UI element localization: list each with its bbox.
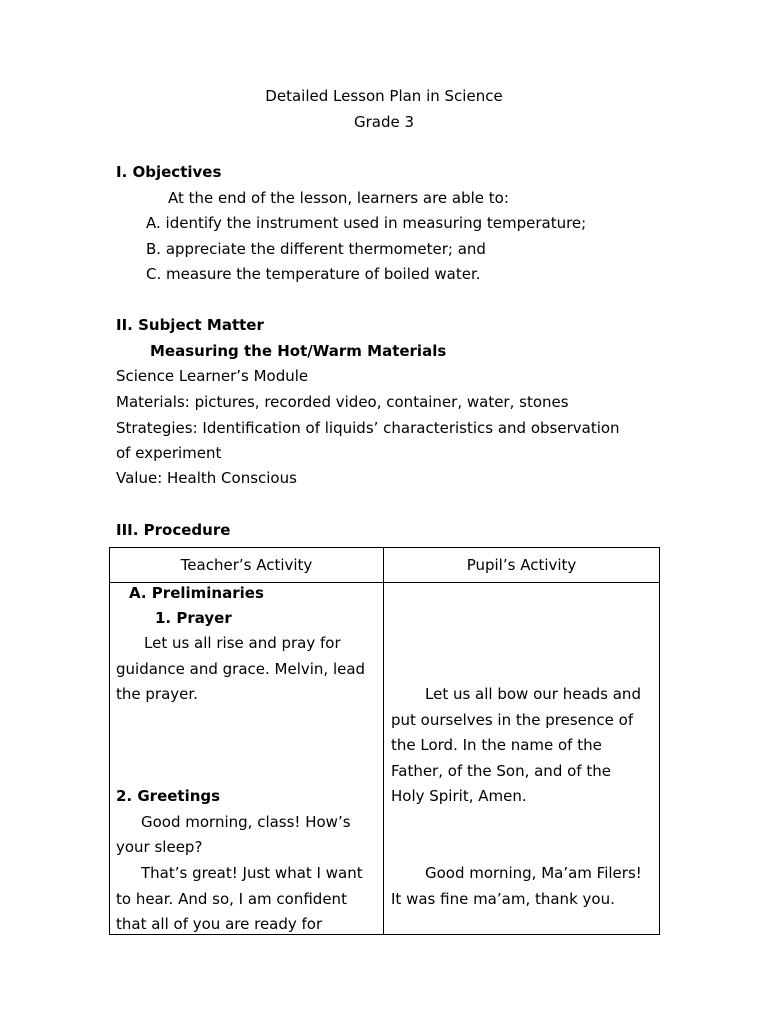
table-row — [110, 583, 660, 935]
value-line: Value: Health Conscious — [116, 469, 297, 487]
teacher-greeting-line: that all of you are ready for — [116, 915, 323, 933]
materials-line: Materials: pictures, recorded video, container, water, stones — [116, 393, 569, 411]
pupil-activity-header: Pupil’s Activity — [384, 548, 660, 583]
pupil-prayer-line: Let us all bow our heads and — [425, 685, 641, 703]
reference-line: Science Learner’s Module — [116, 367, 309, 385]
pupil-greeting-line: It was fine ma’am, thank you. — [391, 890, 615, 908]
topic-title: Measuring the Hot/Warm Materials — [150, 342, 447, 360]
pupil-prayer-line: Father, of the Son, and of the — [391, 762, 611, 780]
teacher-activity-header: Teacher’s Activity — [110, 548, 384, 583]
objective-item-a: A. identify the instrument used in measuring temperature; — [146, 214, 587, 232]
document-title: Detailed Lesson Plan in Science — [265, 87, 503, 105]
objectives-heading: I. Objectives — [116, 163, 222, 181]
grade-label: Grade 3 — [353, 113, 415, 131]
pupil-greeting-line: Good morning, Ma’am Filers! — [425, 864, 642, 882]
procedure-table — [109, 547, 660, 935]
subject-matter-heading: II. Subject Matter — [116, 316, 264, 334]
teacher-prayer-line: Let us all rise and pray for — [144, 634, 341, 652]
pupil-prayer-line: the Lord. In the name of the — [391, 736, 602, 754]
table-header-row — [110, 548, 660, 583]
teacher-greeting-line: That’s great! Just what I want — [141, 864, 363, 882]
objective-item-c: C. measure the temperature of boiled water. — [146, 265, 481, 283]
preliminaries-heading: A. Preliminaries — [129, 584, 264, 602]
teacher-greeting-line: your sleep? — [116, 838, 203, 856]
teacher-greeting-line: Good morning, class! How’s — [141, 813, 351, 831]
pupil-activity-cell — [384, 583, 660, 935]
objective-item-b: B. appreciate the different thermometer; and — [146, 240, 486, 258]
teacher-greeting-line: to hear. And so, I am confident — [116, 890, 347, 908]
procedure-heading: III. Procedure — [116, 521, 231, 539]
objectives-intro: At the end of the lesson, learners are able to: — [168, 189, 509, 207]
strategies-line-2: of experiment — [116, 444, 222, 462]
teacher-prayer-line: the prayer. — [116, 685, 198, 703]
pupil-prayer-line: put ourselves in the presence of — [391, 711, 634, 729]
teacher-prayer-line: guidance and grace. Melvin, lead — [116, 660, 366, 678]
strategies-line-1: Strategies: Identification of liquids’ characteristics and observation — [116, 419, 620, 437]
teacher-activity-cell — [110, 583, 384, 935]
greetings-heading: 2. Greetings — [116, 787, 221, 805]
pupil-prayer-line: Holy Spirit, Amen. — [391, 787, 527, 805]
prayer-heading: 1. Prayer — [155, 609, 232, 627]
